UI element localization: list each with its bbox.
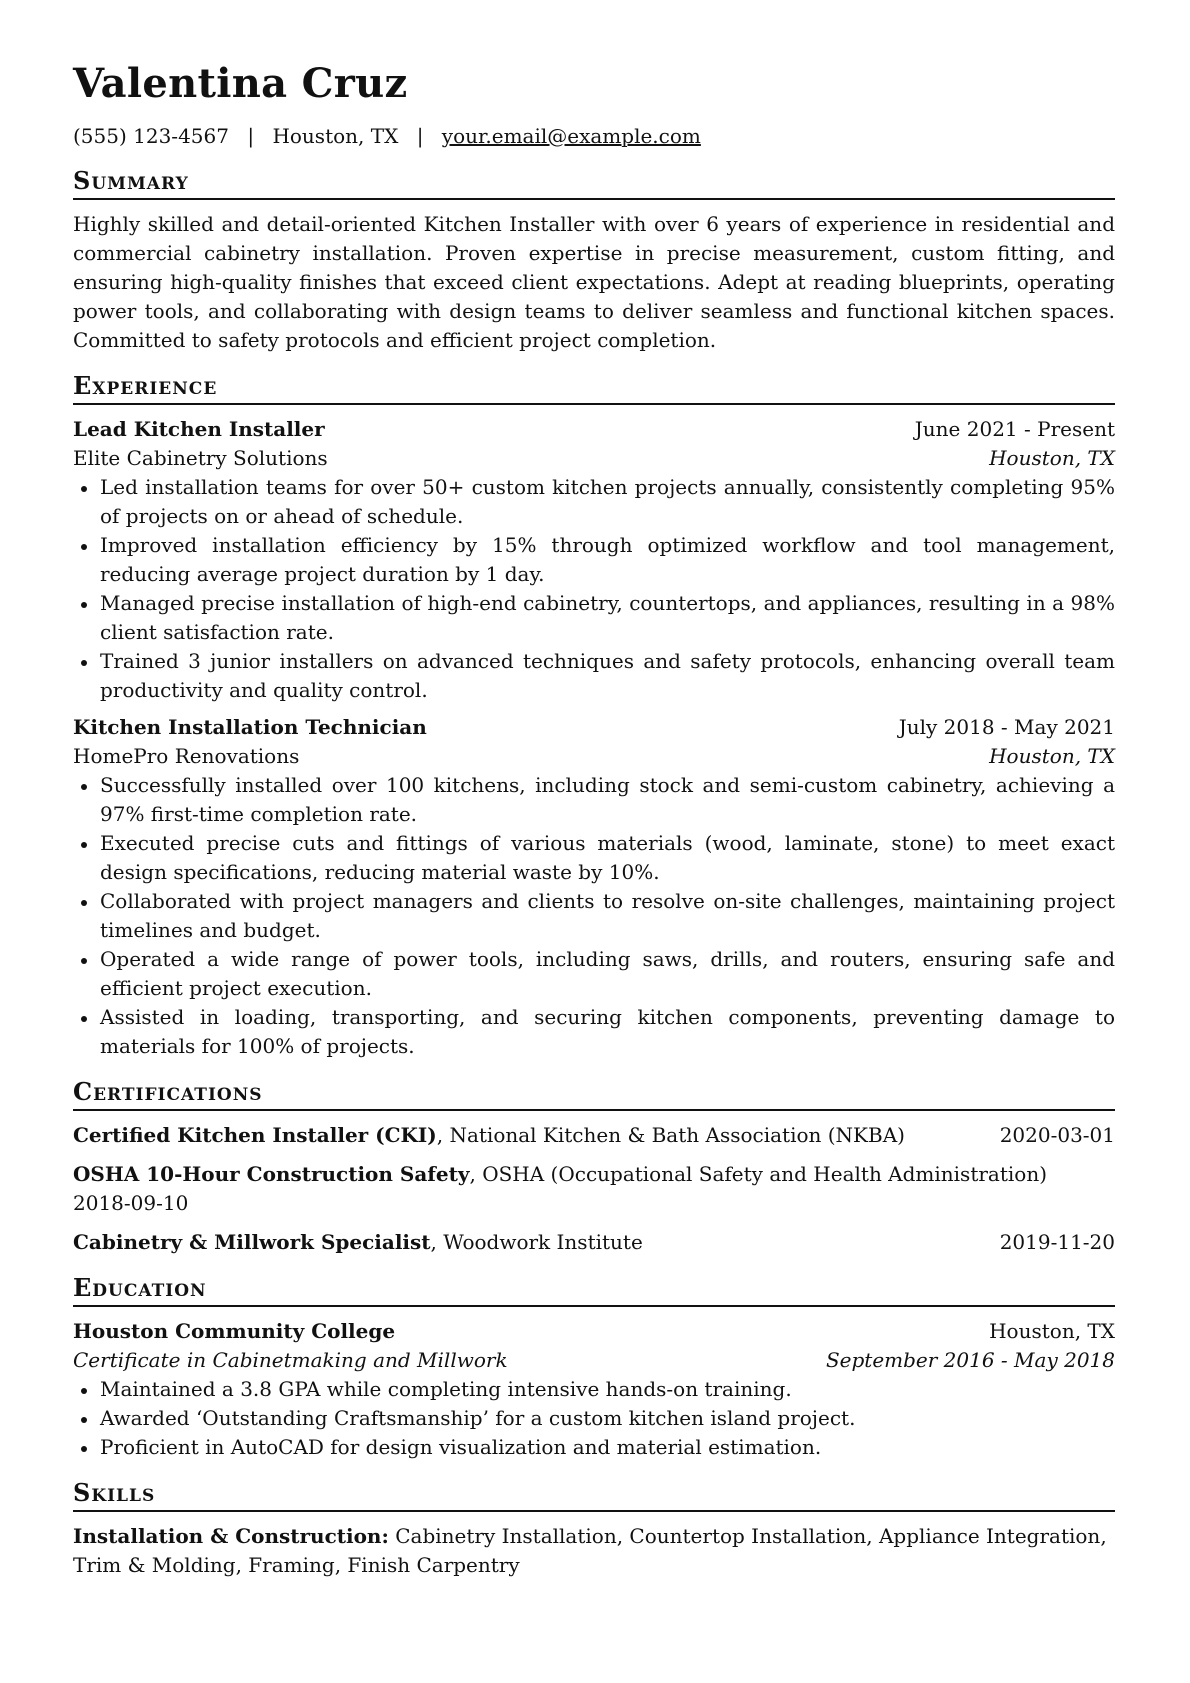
- contact-separator: |: [416, 124, 424, 148]
- job-dates: July 2018 - May 2021: [898, 715, 1115, 739]
- job-bullets: [73, 473, 1115, 705]
- school-name: Houston Community College: [73, 1319, 396, 1343]
- bullet-item: Assisted in loading, transporting, and securing kitchen components, preventing damage to materials for 100% of projects.: [73, 1003, 1115, 1061]
- education-entry: [73, 1317, 1115, 1462]
- certification-name: Cabinetry & Millwork Specialist: [73, 1230, 431, 1254]
- certification-entry: [73, 1121, 1115, 1150]
- bullet-item: Operated a wide range of power tools, including saws, drills, and routers, ensuring safe and efficient project execution.: [73, 945, 1115, 1003]
- degree-name: Certificate in Cabinetmaking and Millwork: [73, 1348, 508, 1372]
- job-dates: June 2021 - Present: [914, 417, 1115, 441]
- bullet-item: Trained 3 junior installers on advanced techniques and safety protocols, enhancing overall team productivity and quality control.: [73, 647, 1115, 705]
- job-bullets: [73, 771, 1115, 1061]
- certification-date: 2020-03-01: [999, 1123, 1115, 1147]
- education-dates: September 2016 - May 2018: [825, 1348, 1115, 1372]
- certifications-heading: Certifications: [73, 1077, 1115, 1111]
- skill-category: Installation & Construction:: [73, 1524, 389, 1548]
- school-location: Houston, TX: [989, 1319, 1115, 1343]
- summary-text: Highly skilled and detail-oriented Kitchen Installer with over 6 years of experience in residential and commercial cabinetry installation. Proven expertise in precise measurement, custom fitting, and ensuring high-quality finishes that exceed client expectations. Adept at reading blueprints, operating power tools, and collaborating with design teams to deliver seamless and functional kitchen spaces. Committed to safety protocols and efficient project completion.: [73, 212, 1115, 352]
- job-role: Kitchen Installation Technician: [73, 715, 427, 739]
- experience-heading: Experience: [73, 371, 1115, 405]
- certification-issuer: , OSHA (Occupational Safety and Health Administration): [469, 1162, 1048, 1186]
- phone-number: (555) 123-4567: [73, 124, 229, 148]
- job-entry: [73, 713, 1115, 1061]
- certification-entry: [73, 1160, 1115, 1218]
- bullet-item: Led installation teams for over 50+ custom kitchen projects annually, consistently completing 95% of projects on or ahead of schedule.: [73, 473, 1115, 531]
- bullet-item: Awarded ‘Outstanding Craftsmanship’ for a custom kitchen island project.: [73, 1404, 1115, 1433]
- skills-entry: [73, 1522, 1115, 1580]
- certification-date: 2019-11-20: [999, 1230, 1115, 1254]
- certification-name: Certified Kitchen Installer (CKI): [73, 1123, 437, 1147]
- education-bullets: [73, 1375, 1115, 1462]
- education-heading: Education: [73, 1273, 1115, 1307]
- email-link[interactable]: your.email@example.com: [441, 124, 701, 148]
- contact-line: [73, 122, 1115, 150]
- bullet-item: Proficient in AutoCAD for design visualization and material estimation.: [73, 1433, 1115, 1462]
- job-company: HomePro Renovations: [73, 744, 300, 768]
- skills-heading: Skills: [73, 1478, 1115, 1512]
- certification-date: 2018-09-10: [73, 1191, 189, 1215]
- location-text: Houston, TX: [272, 124, 399, 148]
- bullet-item: Improved installation efficiency by 15% through optimized workflow and tool management, reducing average project duration by 1 day.: [73, 531, 1115, 589]
- bullet-item: Collaborated with project managers and clients to resolve on-site challenges, maintaining project timelines and budget.: [73, 887, 1115, 945]
- certification-name: OSHA 10-Hour Construction Safety: [73, 1162, 470, 1186]
- job-company: Elite Cabinetry Solutions: [73, 446, 328, 470]
- bullet-item: Executed precise cuts and fittings of various materials (wood, laminate, stone) to meet exact design specifications, reducing material waste by 10%.: [73, 829, 1115, 887]
- job-entry: [73, 415, 1115, 705]
- certification-entry: [73, 1228, 1115, 1257]
- certification-issuer: , Woodwork Institute: [430, 1230, 643, 1254]
- job-location: Houston, TX: [989, 446, 1115, 470]
- bullet-item: Managed precise installation of high-end cabinetry, countertops, and appliances, resulting in a 98% client satisfaction rate.: [73, 589, 1115, 647]
- job-role: Lead Kitchen Installer: [73, 417, 325, 441]
- certification-issuer: , National Kitchen & Bath Association (NKBA): [436, 1123, 905, 1147]
- candidate-name: Valentina Cruz: [73, 60, 408, 107]
- bullet-item: Successfully installed over 100 kitchens, including stock and semi-custom cabinetry, achieving a 97% first-time completion rate.: [73, 771, 1115, 829]
- bullet-item: Maintained a 3.8 GPA while completing intensive hands-on training.: [73, 1375, 1115, 1404]
- contact-separator: |: [247, 124, 255, 148]
- summary-heading: Summary: [73, 166, 1115, 200]
- skill-items: Cabinetry Installation, Countertop Installation, Appliance Integration, Trim & Molding, Framing, Finish Carpentry: [73, 1524, 1107, 1577]
- job-location: Houston, TX: [989, 744, 1115, 768]
